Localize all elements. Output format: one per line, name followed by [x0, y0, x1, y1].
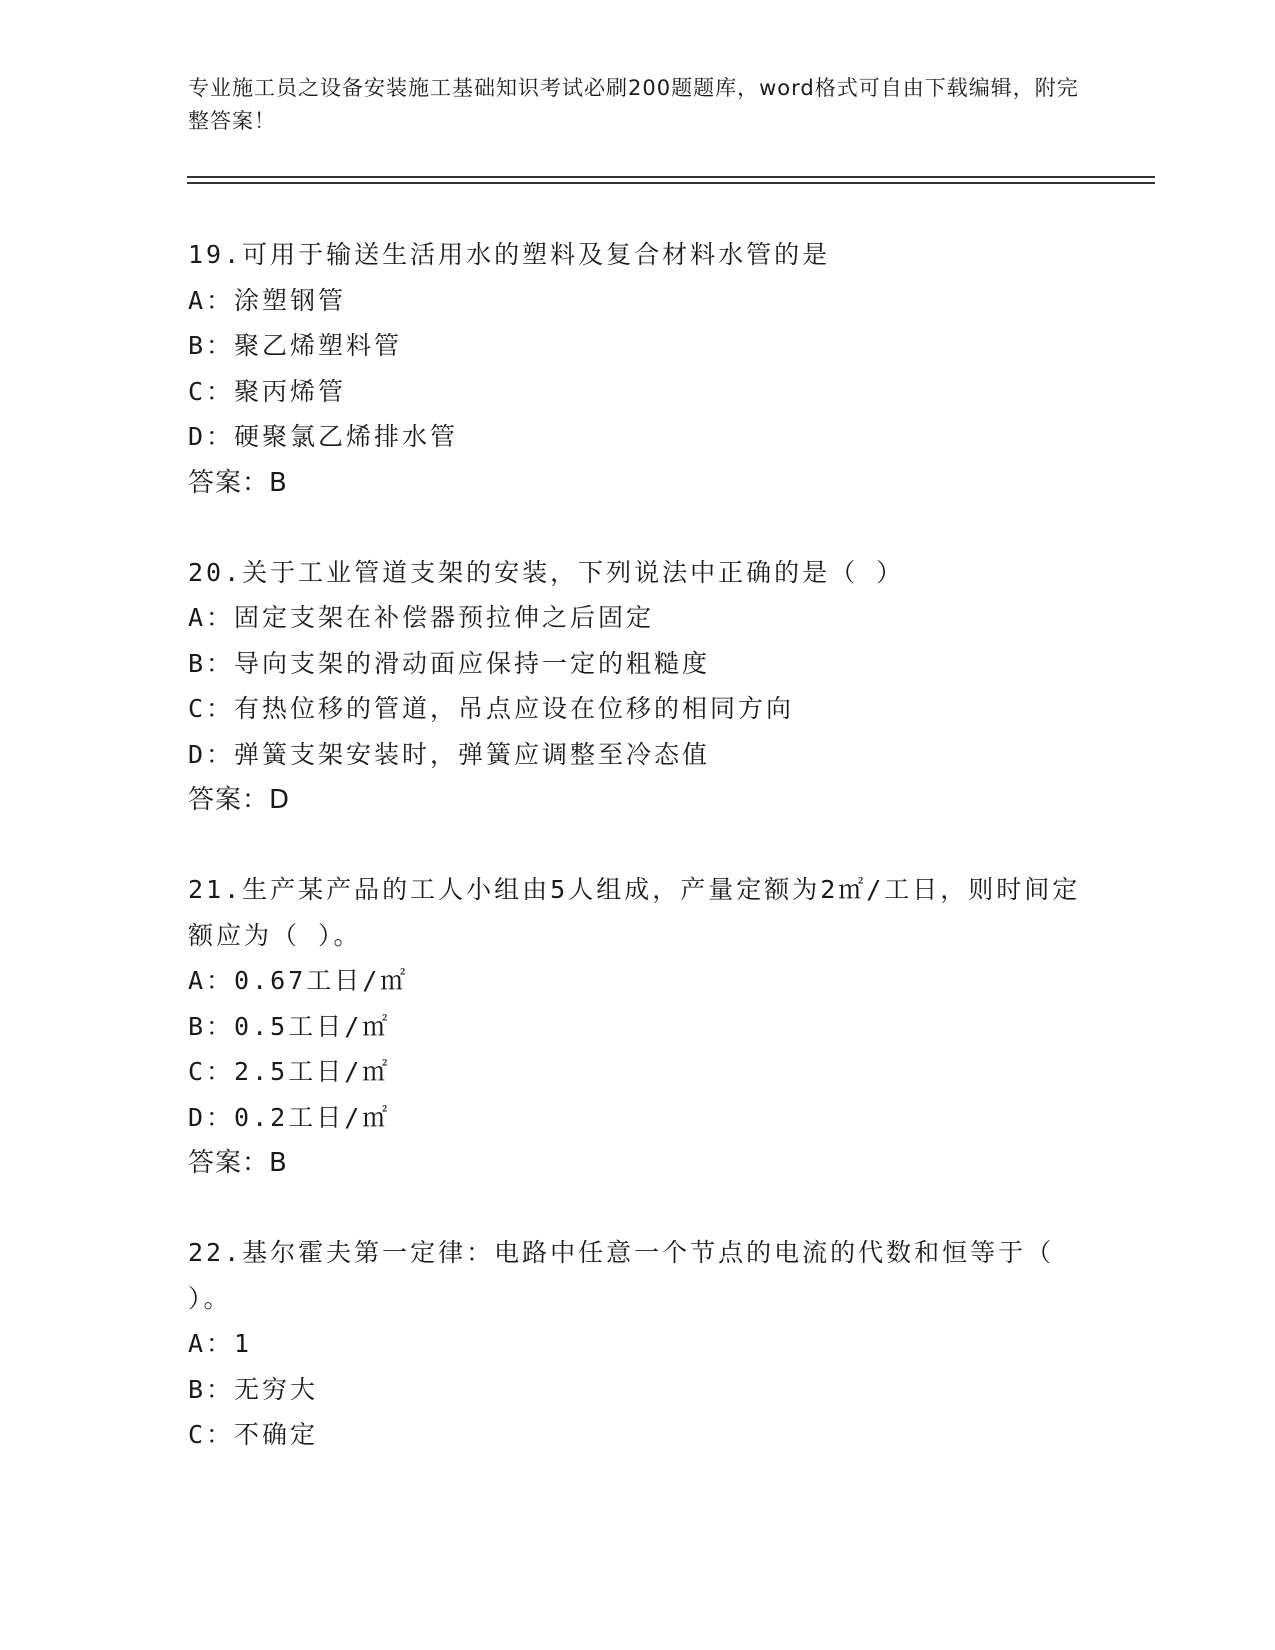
answer-line: 答案：B: [188, 1148, 288, 1178]
option-c: C：聚丙烯管: [188, 376, 347, 406]
option-b: B：聚乙烯塑料管: [188, 331, 403, 360]
option-b: B：0.5工日/㎡: [188, 1011, 391, 1041]
question-20: [188, 550, 1088, 824]
option-c: C：不确定: [188, 1420, 319, 1449]
question-stem: 20.关于工业管道支架的安装，下列说法中正确的是（ ）: [188, 557, 905, 587]
option-c: C：有热位移的管道，吊点应设在位移的相同方向: [188, 694, 795, 723]
option-b: B：导向支架的滑动面应保持一定的粗糙度: [188, 648, 711, 678]
option-b: B：无穷大: [188, 1374, 319, 1404]
option-d: D：0.2工日/㎡: [188, 1102, 391, 1132]
option-a: A：涂塑钢管: [188, 285, 347, 315]
question-stem: 21.生产某产品的工人小组由5人组成，产量定额为2㎡/工日，则时间定额应为（ ）。: [188, 875, 1081, 950]
header-divider-top: [187, 176, 1155, 178]
option-d: D：弹簧支架安装时，弹簧应调整至冷态值: [188, 739, 711, 769]
option-a: A：0.67工日/㎡: [188, 966, 409, 995]
question-stem: 22.基尔霍夫第一定律：电路中任意一个节点的电流的代数和恒等于（ ）。: [188, 1238, 1055, 1313]
header-divider-bottom: [187, 182, 1155, 184]
question-stem: 19.可用于输送生活用水的塑料及复合材料水管的是: [188, 240, 831, 269]
answer-line: 答案：D: [188, 785, 291, 815]
question-list: [188, 232, 1088, 1502]
answer-line: 答案：B: [188, 467, 288, 498]
option-a: A：固定支架在补偿器预拉伸之后固定: [188, 603, 655, 632]
option-c: C：2.5工日/㎡: [188, 1057, 391, 1086]
question-21: [188, 867, 1088, 1186]
question-22: [188, 1230, 1088, 1458]
option-a: A：1: [188, 1329, 253, 1358]
question-19: [188, 232, 1088, 506]
option-d: D：硬聚氯乙烯排水管: [188, 422, 459, 451]
document-header: 专业施工员之设备安装施工基础知识考试必刷200题题库，word格式可自由下载编辑，附完整答案！: [188, 76, 1079, 133]
